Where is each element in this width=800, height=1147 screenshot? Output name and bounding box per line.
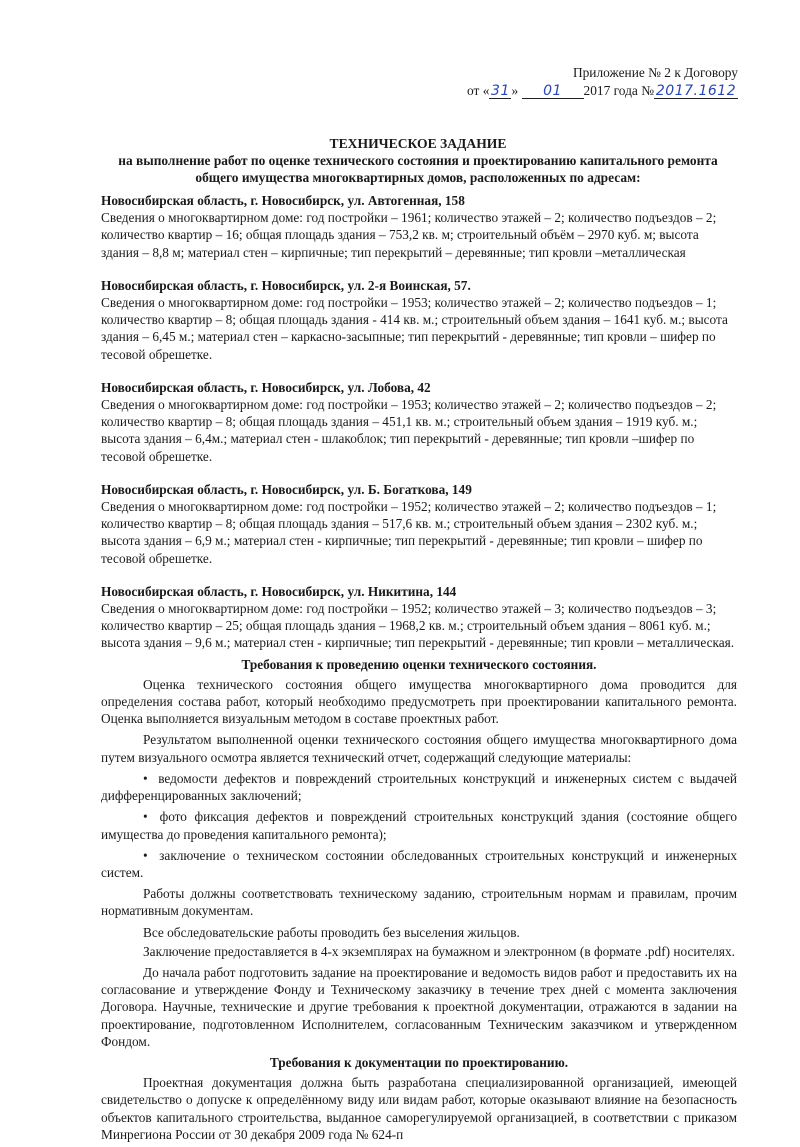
document-subtitle-line-2: общего имущества многоквартирных домов, расположенных по адресам:: [195, 170, 641, 185]
paragraph: Проектная документация должна быть разработана специализированной организацией, имеющей свидетельство о допуске к определённому виду или видам работ, которые оказывают влияние на безопасность объектов капитального строительства, выданное саморегулируемой организацией, в соответствии с приказом Минрегиона России от 30 декабря 2009 года № 624-п: [101, 1075, 737, 1142]
address-block: [101, 192, 737, 261]
date-mid: »: [511, 83, 519, 98]
handwritten-month: 01: [522, 84, 584, 99]
section-title-design: Требования к документации по проектированию.: [269, 1054, 569, 1070]
bullet-item: [101, 770, 737, 804]
bullet-item: [101, 847, 737, 881]
address-block: [101, 583, 737, 652]
address-description: Сведения о многоквартирном доме: год постройки – 1953; количество этажей – 2; количество подъездов – 1; количество квартир – 8; общая площадь здания - 414 кв. м.; строительный объем здания – 1641 куб. м.; высота здания – 6,45 м.; материал стен – каркасно-засыпные; тип перекрытий - деревянные; тип кровли – шифер по тесовой обрешетке.: [101, 295, 728, 362]
address-title: Новосибирская область, г. Новосибирск, ул. Лобова, 42: [101, 379, 431, 395]
bullet-icon: •: [143, 809, 148, 825]
address-title: Новосибирская область, г. Новосибирск, ул. Никитина, 144: [101, 583, 457, 599]
paragraph: До начала работ подготовить задание на проектирование и ведомость видов работ и предоставить их на согласование и утверждение Фонду и Техническому заказчику в течение трех дней с момента заключения Договора. Научные, технические и другие требования к проектной документации, отражаются в задании на проектирование, подготовленном Исполнителем, согласованным Техническим заказчиком и утвержденном Фондом.: [101, 964, 737, 1049]
section-title-assessment: Требования к проведению оценки технического состояния.: [241, 656, 597, 672]
address-block: [101, 277, 737, 363]
bullet-text: ведомости дефектов и повреждений строительных конструкций и инженерных систем с выдачей дифференцированных заключений;: [101, 770, 737, 804]
contract-date-line: [418, 82, 738, 100]
paragraph: Заключение предоставляется в 4-х экземплярах на бумажном и электронном (в формате .pdf) носителях.: [143, 943, 735, 959]
date-year-text: 2017 года №: [583, 83, 654, 98]
bullet-text: заключение о техническом состоянии обследованных строительных конструкций и инженерных систем.: [101, 847, 737, 880]
appendix-line: Приложение № 2 к Договору: [572, 65, 738, 80]
appendix-header: [418, 64, 738, 100]
paragraph: Работы должны соответствовать техническому заданию, строительным нормам и правилам, прочим нормативным документам.: [101, 886, 737, 919]
address-description: Сведения о многоквартирном доме: год постройки – 1952; количество этажей – 3; количество подъездов – 3; количество квартир – 25; общая площадь здания – 1968,2 кв. м.; строительный объем здания – 8061 куб. м.; высота здания – 9,6 м.; материал стен - кирпичные; тип перекрытий - деревянные; тип кровли – металлическая.: [101, 601, 735, 651]
document-title-block: [100, 135, 736, 186]
bullet-icon: •: [143, 847, 148, 863]
address-description: Сведения о многоквартирном доме: год постройки – 1953; количество этажей – 2; количество подъездов – 2; количество квартир – 8; общая площадь здания – 451,1 кв. м.; строительный объем здания – 1919 куб. м.; высота здания – 6,4м.; материал стен - шлакоблок; тип перекрытий - деревянные; тип кровли –шифер по тесовой обрешетке.: [101, 397, 717, 464]
handwritten-contract-number: 2017.1612: [655, 83, 737, 99]
address-description: Сведения о многоквартирном доме: год постройки – 1952; количество этажей – 2; количество подъездов – 1; количество квартир – 8; общая площадь здания – 517,6 кв. м.; строительный объем здания – 2302 куб. м.; высота здания – 6,9 м.; материал стен - кирпичные; тип перекрытий - деревянные; тип кровли – шифер по тесовой обрешетке.: [101, 499, 717, 566]
document-body: [101, 192, 737, 1147]
document-title: ТЕХНИЧЕСКОЕ ЗАДАНИЕ: [329, 136, 507, 151]
paragraph: Все обследовательские работы проводить без выселения жильцов.: [143, 924, 520, 940]
paragraph: Результатом выполненной оценки технического состояния общего имущества многоквартирного дома путем визуального осмотра является технический отчет, содержащий следующие материалы:: [101, 732, 737, 765]
bullet-icon: •: [143, 770, 148, 786]
bullet-text: фото фиксация дефектов и повреждений строительных конструкций здания (состояние общего имущества до проведения капитального ремонта);: [101, 809, 737, 842]
document-subtitle-line-1: на выполнение работ по оценке технического состояния и проектированию капитального ремонта: [118, 153, 718, 168]
address-title: Новосибирская область, г. Новосибирск, ул. Автогенная, 158: [101, 193, 465, 208]
address-title: Новосибирская область, г. Новосибирск, ул. 2-я Воинская, 57.: [101, 277, 471, 293]
paragraph: Оценка технического состояния общего имущества многоквартирного дома проводится для определения состава работ, который необходимо предусмотреть при проектировании капитального ремонта. Оценка выполняется визуальным методом в составе проектных работ.: [101, 676, 737, 727]
address-title: Новосибирская область, г. Новосибирск, ул. Б. Богаткова, 149: [101, 481, 472, 497]
address-description: Сведения о многоквартирном доме: год постройки – 1961; количество этажей – 2; количество подъездов – 2; количество квартир – 16; общая площадь здания – 753,2 кв. м; строительный объём – 2970 куб. м; высота здания – 8,8 м; материал стен – кирпичные; тип перекрытий – деревянные; тип кровли –металлическая: [101, 210, 717, 260]
address-block: [101, 379, 737, 465]
bullet-item: [101, 808, 737, 842]
handwritten-day: 31: [491, 83, 510, 99]
address-block: [101, 481, 737, 567]
date-prefix: от «: [467, 83, 490, 98]
